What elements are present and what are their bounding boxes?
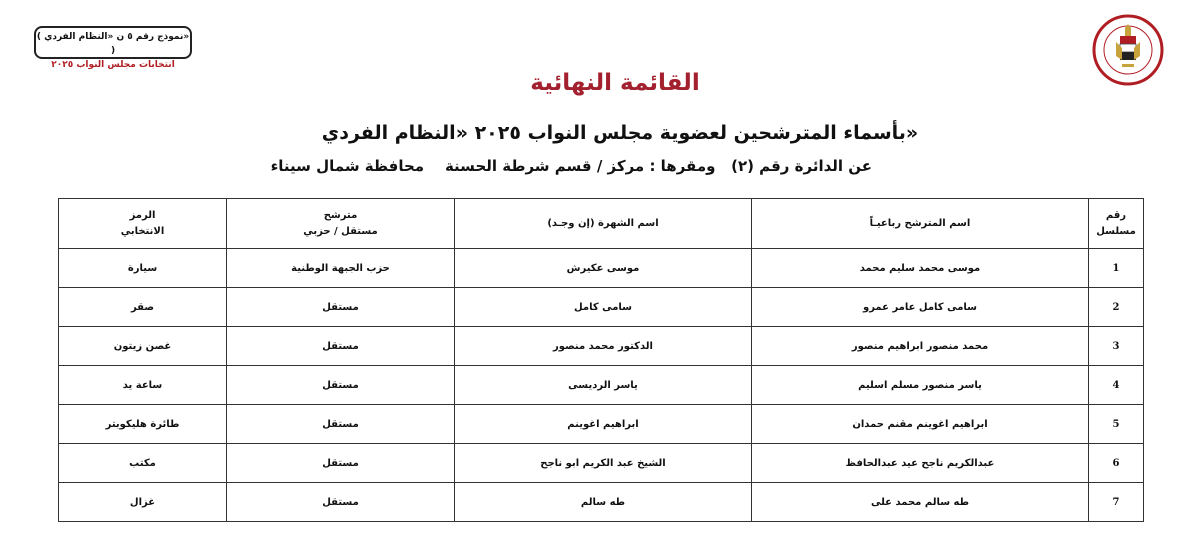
candidate-name-cell: ابراهيم اغوينم مقنم حمدان [752, 405, 1089, 444]
table-row [59, 327, 1144, 366]
district-info: عن الدائرة رقم (٢) ومقرها : مركز / قسم شرطة الحسنة محافظة شمال سيناء [270, 157, 872, 175]
nickname-cell: الشيخ عبد الكريم ابو ناجح [455, 444, 752, 483]
header-affiliation: مترشح مستقل / حزبي [227, 199, 455, 249]
header-nickname: اسم الشهرة (إن وجـد) [455, 199, 752, 249]
candidate-name-cell: موسى محمد سليم محمد [752, 249, 1089, 288]
nickname-cell: سامى كامل [455, 288, 752, 327]
header-serial: رقم مسلسل [1089, 199, 1144, 249]
nickname-cell: موسى عكيرش [455, 249, 752, 288]
candidate-name-cell: ياسر منصور مسلم اسليم [752, 366, 1089, 405]
candidates-table [58, 198, 1144, 522]
form-number-box [34, 26, 192, 70]
affiliation-cell: مستقل [227, 327, 455, 366]
serial-cell: 6 [1089, 444, 1144, 483]
symbol-cell: طائرة هليكوبتر [59, 405, 227, 444]
candidate-name-cell: طه سالم محمد على [752, 483, 1089, 522]
affiliation-cell: مستقل [227, 405, 455, 444]
serial-cell: 2 [1089, 288, 1144, 327]
table-row [59, 483, 1144, 522]
affiliation-cell: مستقل [227, 366, 455, 405]
page-subtitle: بأسماء المترشحين لعضوية مجلس النواب ٢٠٢٥ «النظام الفردي» [321, 122, 919, 144]
page-title: القائمة النهائية [530, 70, 700, 96]
symbol-cell: غصن زيتون [59, 327, 227, 366]
affiliation-cell: مستقل [227, 444, 455, 483]
nickname-cell: الدكتور محمد منصور [455, 327, 752, 366]
nickname-cell: ابراهيم اغوينم [455, 405, 752, 444]
serial-cell: 1 [1089, 249, 1144, 288]
symbol-cell: سيارة [59, 249, 227, 288]
table-header-row [59, 199, 1144, 249]
nickname-cell: طه سالم [455, 483, 752, 522]
symbol-cell: ساعة يد [59, 366, 227, 405]
serial-cell: 4 [1089, 366, 1144, 405]
candidate-name-cell: محمد منصور ابراهيم منصور [752, 327, 1089, 366]
candidate-name-cell: عبدالكريم ناجح عيد عبدالحافظ [752, 444, 1089, 483]
serial-cell: 7 [1089, 483, 1144, 522]
affiliation-cell: حزب الجبهة الوطنية [227, 249, 455, 288]
header-symbol: الرمز الانتخابي [59, 199, 227, 249]
table-row [59, 288, 1144, 327]
election-label: انتخابات مجلس النواب ٢٠٢٥ [51, 60, 175, 70]
symbol-cell: مكتب [59, 444, 227, 483]
table-row [59, 405, 1144, 444]
header-name: اسم المترشح رباعيـاً [752, 199, 1089, 249]
serial-cell: 5 [1089, 405, 1144, 444]
table-row [59, 366, 1144, 405]
table-row [59, 444, 1144, 483]
affiliation-cell: مستقل [227, 483, 455, 522]
symbol-cell: صقر [59, 288, 227, 327]
affiliation-cell: مستقل [227, 288, 455, 327]
nickname-cell: ياسر الرديسى [455, 366, 752, 405]
candidate-name-cell: سامى كامل عامر عمرو [752, 288, 1089, 327]
symbol-cell: غزال [59, 483, 227, 522]
table-row [59, 249, 1144, 288]
serial-cell: 3 [1089, 327, 1144, 366]
form-number-label: ( نموذج رقم ٥ ن «النظام الفردي» ) [36, 32, 190, 56]
